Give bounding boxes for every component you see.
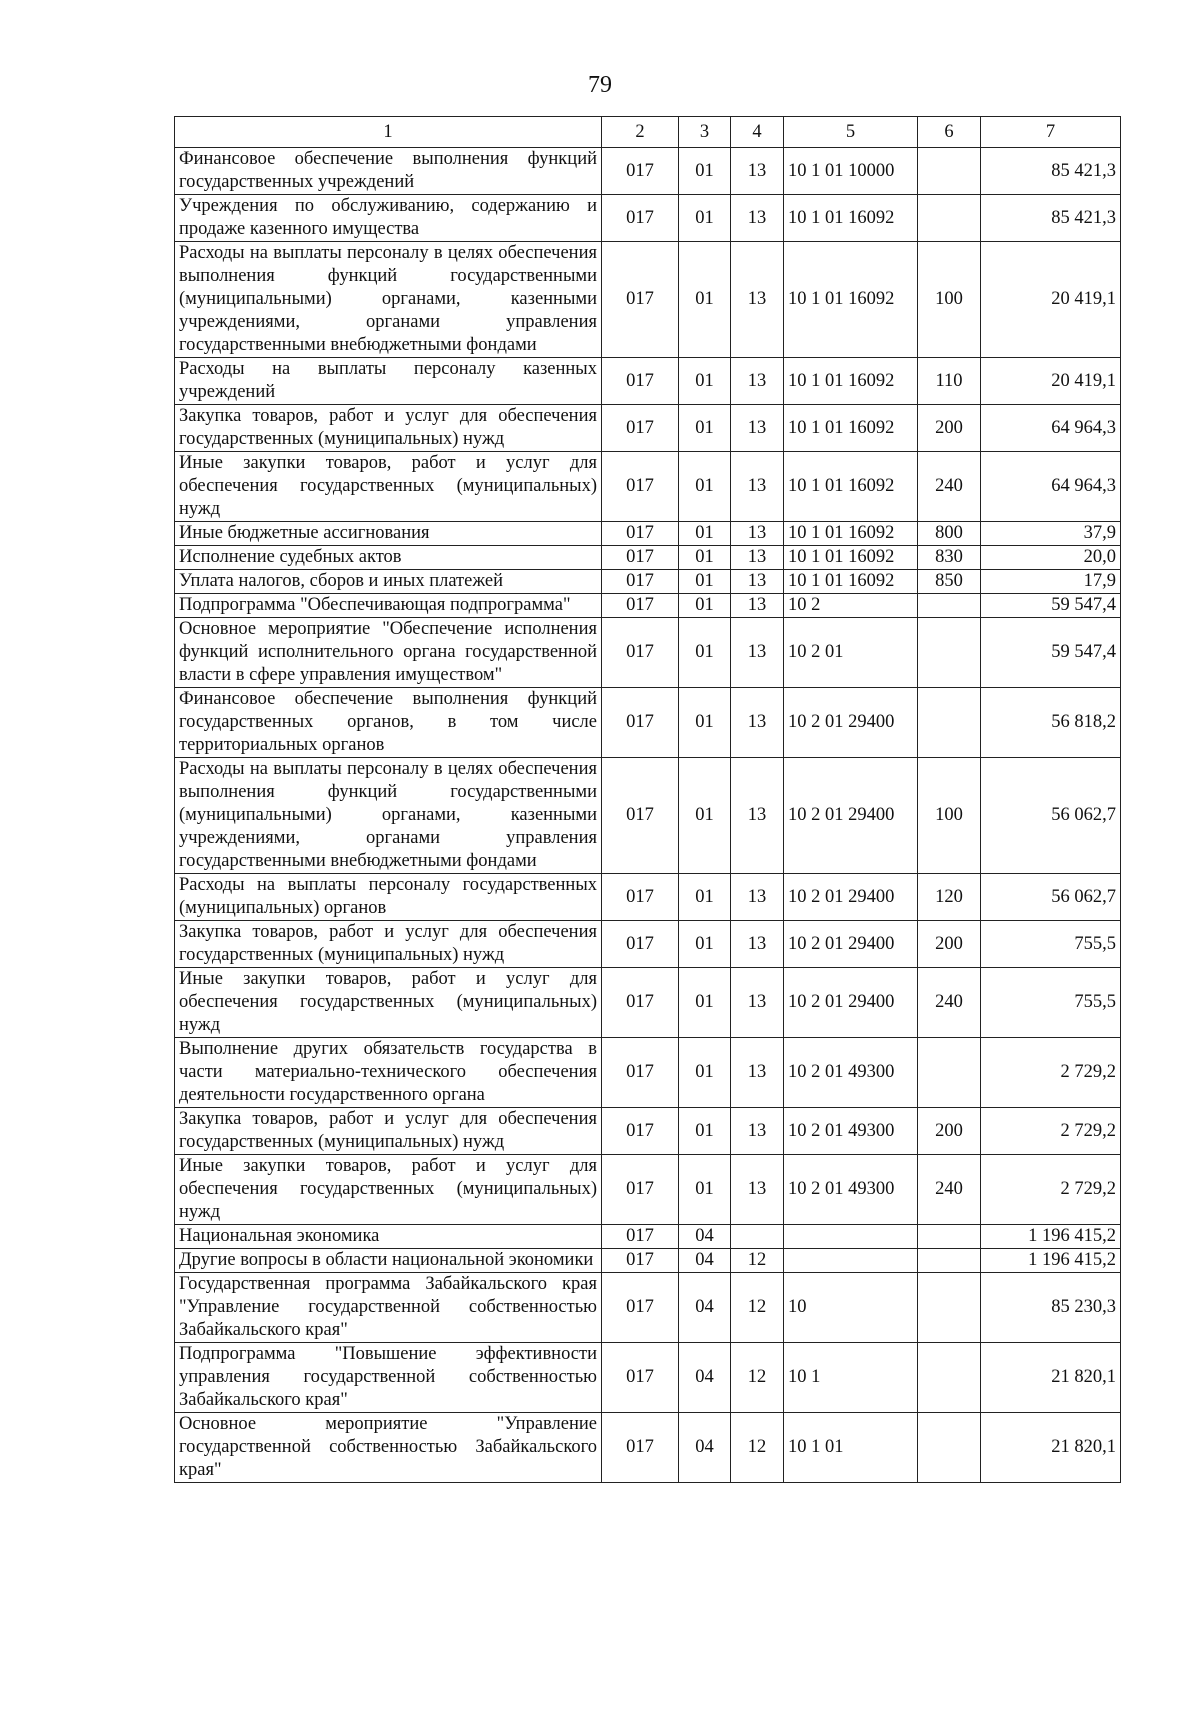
row-col-7: 37,9 xyxy=(981,522,1121,546)
row-col-4: 13 xyxy=(731,618,784,688)
row-col-4: 13 xyxy=(731,968,784,1038)
row-col-4: 13 xyxy=(731,195,784,242)
table-row xyxy=(175,452,1121,522)
row-col-3: 01 xyxy=(679,405,731,452)
row-col-3: 01 xyxy=(679,195,731,242)
row-col-2: 017 xyxy=(602,874,679,921)
table-row xyxy=(175,1273,1121,1343)
row-col-7: 1 196 415,2 xyxy=(981,1225,1121,1249)
row-col-4: 13 xyxy=(731,921,784,968)
row-col-4 xyxy=(731,1225,784,1249)
row-col-3: 04 xyxy=(679,1225,731,1249)
row-col-2: 017 xyxy=(602,148,679,195)
row-col-2: 017 xyxy=(602,968,679,1038)
table-row xyxy=(175,1038,1121,1108)
row-col-4: 12 xyxy=(731,1413,784,1483)
row-col-3: 01 xyxy=(679,1155,731,1225)
row-col-4: 12 xyxy=(731,1273,784,1343)
row-name: Другие вопросы в области национальной экономики xyxy=(175,1249,602,1273)
row-col-6: 200 xyxy=(918,1108,981,1155)
row-col-4: 13 xyxy=(731,570,784,594)
row-name: Подпрограмма "Повышение эффективности управления государственной собственностью Забайкальского края" xyxy=(175,1343,602,1413)
row-col-3: 01 xyxy=(679,522,731,546)
row-col-2: 017 xyxy=(602,1155,679,1225)
row-col-4: 13 xyxy=(731,452,784,522)
header-col-7: 7 xyxy=(981,117,1121,148)
table-row xyxy=(175,1343,1121,1413)
row-col-5: 10 1 01 10000 xyxy=(784,148,918,195)
row-col-3: 01 xyxy=(679,570,731,594)
header-col-6: 6 xyxy=(918,117,981,148)
row-col-7: 85 230,3 xyxy=(981,1273,1121,1343)
row-col-2: 017 xyxy=(602,405,679,452)
row-col-2: 017 xyxy=(602,522,679,546)
row-col-5: 10 2 01 29400 xyxy=(784,921,918,968)
row-col-5: 10 2 01 29400 xyxy=(784,874,918,921)
row-col-7: 755,5 xyxy=(981,921,1121,968)
row-col-5: 10 1 01 16092 xyxy=(784,452,918,522)
row-col-6: 240 xyxy=(918,968,981,1038)
row-name: Расходы на выплаты персоналу казенных учреждений xyxy=(175,358,602,405)
row-col-5: 10 2 01 49300 xyxy=(784,1108,918,1155)
row-col-3: 01 xyxy=(679,358,731,405)
row-col-2: 017 xyxy=(602,688,679,758)
row-col-5: 10 2 01 29400 xyxy=(784,968,918,1038)
row-col-4: 13 xyxy=(731,358,784,405)
row-col-7: 85 421,3 xyxy=(981,195,1121,242)
row-col-3: 01 xyxy=(679,688,731,758)
row-col-6: 100 xyxy=(918,242,981,358)
row-col-3: 01 xyxy=(679,1038,731,1108)
row-col-7: 59 547,4 xyxy=(981,594,1121,618)
table-header xyxy=(175,117,1121,148)
header-col-5: 5 xyxy=(784,117,918,148)
row-col-7: 755,5 xyxy=(981,968,1121,1038)
row-col-3: 01 xyxy=(679,594,731,618)
row-col-2: 017 xyxy=(602,195,679,242)
row-col-2: 017 xyxy=(602,594,679,618)
row-name: Уплата налогов, сборов и иных платежей xyxy=(175,570,602,594)
row-col-3: 01 xyxy=(679,1108,731,1155)
row-col-6 xyxy=(918,1038,981,1108)
table-row xyxy=(175,1155,1121,1225)
row-col-7: 56 818,2 xyxy=(981,688,1121,758)
row-col-4: 12 xyxy=(731,1343,784,1413)
header-col-2: 2 xyxy=(602,117,679,148)
row-col-7: 20,0 xyxy=(981,546,1121,570)
row-name: Учреждения по обслуживанию, содержанию и продаже казенного имущества xyxy=(175,195,602,242)
row-col-2: 017 xyxy=(602,921,679,968)
row-col-3: 01 xyxy=(679,921,731,968)
table-row xyxy=(175,618,1121,688)
row-col-2: 017 xyxy=(602,758,679,874)
row-col-2: 017 xyxy=(602,1225,679,1249)
row-col-3: 01 xyxy=(679,546,731,570)
row-col-3: 01 xyxy=(679,758,731,874)
table-row xyxy=(175,1249,1121,1273)
row-name: Финансовое обеспечение выполнения функций государственных органов, в том числе территориальных органов xyxy=(175,688,602,758)
table-row xyxy=(175,688,1121,758)
table-row xyxy=(175,242,1121,358)
row-col-6: 110 xyxy=(918,358,981,405)
row-col-7: 59 547,4 xyxy=(981,618,1121,688)
header-col-4: 4 xyxy=(731,117,784,148)
row-col-7: 20 419,1 xyxy=(981,358,1121,405)
row-col-4: 13 xyxy=(731,148,784,195)
row-name: Основное мероприятие "Обеспечение исполнения функций исполнительного органа государственной власти в сфере управления имуществом" xyxy=(175,618,602,688)
row-col-6 xyxy=(918,1225,981,1249)
row-col-2: 017 xyxy=(602,1249,679,1273)
row-col-5: 10 xyxy=(784,1273,918,1343)
row-col-6: 240 xyxy=(918,452,981,522)
row-col-6 xyxy=(918,1249,981,1273)
row-col-2: 017 xyxy=(602,1413,679,1483)
row-col-7: 56 062,7 xyxy=(981,758,1121,874)
row-col-7: 2 729,2 xyxy=(981,1038,1121,1108)
row-col-7: 2 729,2 xyxy=(981,1108,1121,1155)
header-col-3: 3 xyxy=(679,117,731,148)
row-name: Основное мероприятие "Управление государственной собственностью Забайкальского края" xyxy=(175,1413,602,1483)
header-row xyxy=(175,117,1121,148)
row-col-5: 10 1 01 16092 xyxy=(784,546,918,570)
row-name: Иные закупки товаров, работ и услуг для обеспечения государственных (муниципальных) нужд xyxy=(175,968,602,1038)
budget-table xyxy=(174,116,1121,1483)
row-col-7: 1 196 415,2 xyxy=(981,1249,1121,1273)
row-col-5: 10 2 01 49300 xyxy=(784,1038,918,1108)
row-col-4: 12 xyxy=(731,1249,784,1273)
row-name: Иные закупки товаров, работ и услуг для обеспечения государственных (муниципальных) нужд xyxy=(175,1155,602,1225)
row-col-6 xyxy=(918,688,981,758)
row-col-3: 01 xyxy=(679,874,731,921)
row-name: Подпрограмма "Обеспечивающая подпрограмма" xyxy=(175,594,602,618)
table-row xyxy=(175,546,1121,570)
row-col-6: 800 xyxy=(918,522,981,546)
row-col-5 xyxy=(784,1225,918,1249)
row-col-4: 13 xyxy=(731,1038,784,1108)
row-col-5: 10 1 01 16092 xyxy=(784,570,918,594)
table-row xyxy=(175,921,1121,968)
row-col-3: 01 xyxy=(679,452,731,522)
row-col-6: 240 xyxy=(918,1155,981,1225)
row-col-3: 04 xyxy=(679,1273,731,1343)
row-col-2: 017 xyxy=(602,1038,679,1108)
row-col-6 xyxy=(918,1343,981,1413)
row-name: Иные бюджетные ассигнования xyxy=(175,522,602,546)
row-name: Расходы на выплаты персоналу государственных (муниципальных) органов xyxy=(175,874,602,921)
row-name: Расходы на выплаты персоналу в целях обеспечения выполнения функций государственными (муниципальными) органами, казенными учреждениями, органами управления государственными внебюджетными фондами xyxy=(175,242,602,358)
row-col-6 xyxy=(918,195,981,242)
row-col-3: 04 xyxy=(679,1249,731,1273)
row-col-5: 10 2 01 29400 xyxy=(784,688,918,758)
row-col-4: 13 xyxy=(731,758,784,874)
row-col-6 xyxy=(918,1273,981,1343)
row-col-4: 13 xyxy=(731,1155,784,1225)
row-col-5 xyxy=(784,1249,918,1273)
row-col-5: 10 1 01 xyxy=(784,1413,918,1483)
row-col-7: 64 964,3 xyxy=(981,405,1121,452)
row-col-2: 017 xyxy=(602,618,679,688)
table-row xyxy=(175,195,1121,242)
row-col-5: 10 2 xyxy=(784,594,918,618)
row-col-7: 21 820,1 xyxy=(981,1343,1121,1413)
table-row xyxy=(175,968,1121,1038)
row-name: Закупка товаров, работ и услуг для обеспечения государственных (муниципальных) нужд xyxy=(175,921,602,968)
table-row xyxy=(175,1225,1121,1249)
header-col-1: 1 xyxy=(175,117,602,148)
table-row xyxy=(175,874,1121,921)
row-name: Иные закупки товаров, работ и услуг для обеспечения государственных (муниципальных) нужд xyxy=(175,452,602,522)
table-row xyxy=(175,1108,1121,1155)
row-name: Выполнение других обязательств государства в части материально-технического обеспечения деятельности государственного органа xyxy=(175,1038,602,1108)
table-row xyxy=(175,570,1121,594)
row-col-3: 01 xyxy=(679,618,731,688)
row-col-4: 13 xyxy=(731,874,784,921)
row-col-6 xyxy=(918,148,981,195)
row-name: Исполнение судебных актов xyxy=(175,546,602,570)
row-col-4: 13 xyxy=(731,242,784,358)
table-row xyxy=(175,594,1121,618)
row-col-7: 56 062,7 xyxy=(981,874,1121,921)
row-col-6: 850 xyxy=(918,570,981,594)
row-name: Закупка товаров, работ и услуг для обеспечения государственных (муниципальных) нужд xyxy=(175,1108,602,1155)
row-col-6: 120 xyxy=(918,874,981,921)
row-col-6: 200 xyxy=(918,405,981,452)
row-col-4: 13 xyxy=(731,594,784,618)
row-col-5: 10 1 01 16092 xyxy=(784,405,918,452)
row-name: Государственная программа Забайкальского края "Управление государственной собственностью Забайкальского края" xyxy=(175,1273,602,1343)
row-col-5: 10 1 xyxy=(784,1343,918,1413)
row-col-3: 04 xyxy=(679,1413,731,1483)
row-col-7: 85 421,3 xyxy=(981,148,1121,195)
table-row xyxy=(175,1413,1121,1483)
row-col-5: 10 1 01 16092 xyxy=(784,195,918,242)
row-name: Расходы на выплаты персоналу в целях обеспечения выполнения функций государственными (муниципальными) органами, казенными учреждениями, органами управления государственными внебюджетными фондами xyxy=(175,758,602,874)
row-col-2: 017 xyxy=(602,358,679,405)
row-col-3: 01 xyxy=(679,968,731,1038)
row-col-5: 10 1 01 16092 xyxy=(784,522,918,546)
table-body xyxy=(175,148,1121,1483)
row-col-5: 10 2 01 49300 xyxy=(784,1155,918,1225)
row-col-4: 13 xyxy=(731,1108,784,1155)
row-col-5: 10 2 01 29400 xyxy=(784,758,918,874)
row-col-6 xyxy=(918,1413,981,1483)
row-col-2: 017 xyxy=(602,1273,679,1343)
row-col-2: 017 xyxy=(602,1108,679,1155)
row-col-5: 10 1 01 16092 xyxy=(784,358,918,405)
row-col-2: 017 xyxy=(602,546,679,570)
row-col-2: 017 xyxy=(602,452,679,522)
row-col-7: 64 964,3 xyxy=(981,452,1121,522)
table-row xyxy=(175,758,1121,874)
row-col-3: 01 xyxy=(679,242,731,358)
row-col-3: 04 xyxy=(679,1343,731,1413)
row-col-5: 10 2 01 xyxy=(784,618,918,688)
row-col-6 xyxy=(918,618,981,688)
row-name: Национальная экономика xyxy=(175,1225,602,1249)
table-row xyxy=(175,522,1121,546)
row-col-6 xyxy=(918,594,981,618)
table-row xyxy=(175,358,1121,405)
row-col-4: 13 xyxy=(731,688,784,758)
row-col-7: 2 729,2 xyxy=(981,1155,1121,1225)
row-col-7: 20 419,1 xyxy=(981,242,1121,358)
row-name: Финансовое обеспечение выполнения функций государственных учреждений xyxy=(175,148,602,195)
row-col-7: 17,9 xyxy=(981,570,1121,594)
row-col-6: 100 xyxy=(918,758,981,874)
row-col-5: 10 1 01 16092 xyxy=(784,242,918,358)
row-name: Закупка товаров, работ и услуг для обеспечения государственных (муниципальных) нужд xyxy=(175,405,602,452)
row-col-6: 200 xyxy=(918,921,981,968)
row-col-2: 017 xyxy=(602,1343,679,1413)
row-col-3: 01 xyxy=(679,148,731,195)
row-col-4: 13 xyxy=(731,405,784,452)
row-col-6: 830 xyxy=(918,546,981,570)
row-col-2: 017 xyxy=(602,570,679,594)
table-row xyxy=(175,405,1121,452)
row-col-4: 13 xyxy=(731,546,784,570)
row-col-7: 21 820,1 xyxy=(981,1413,1121,1483)
row-col-2: 017 xyxy=(602,242,679,358)
row-col-4: 13 xyxy=(731,522,784,546)
table-row xyxy=(175,148,1121,195)
page-number: 79 xyxy=(588,72,612,98)
